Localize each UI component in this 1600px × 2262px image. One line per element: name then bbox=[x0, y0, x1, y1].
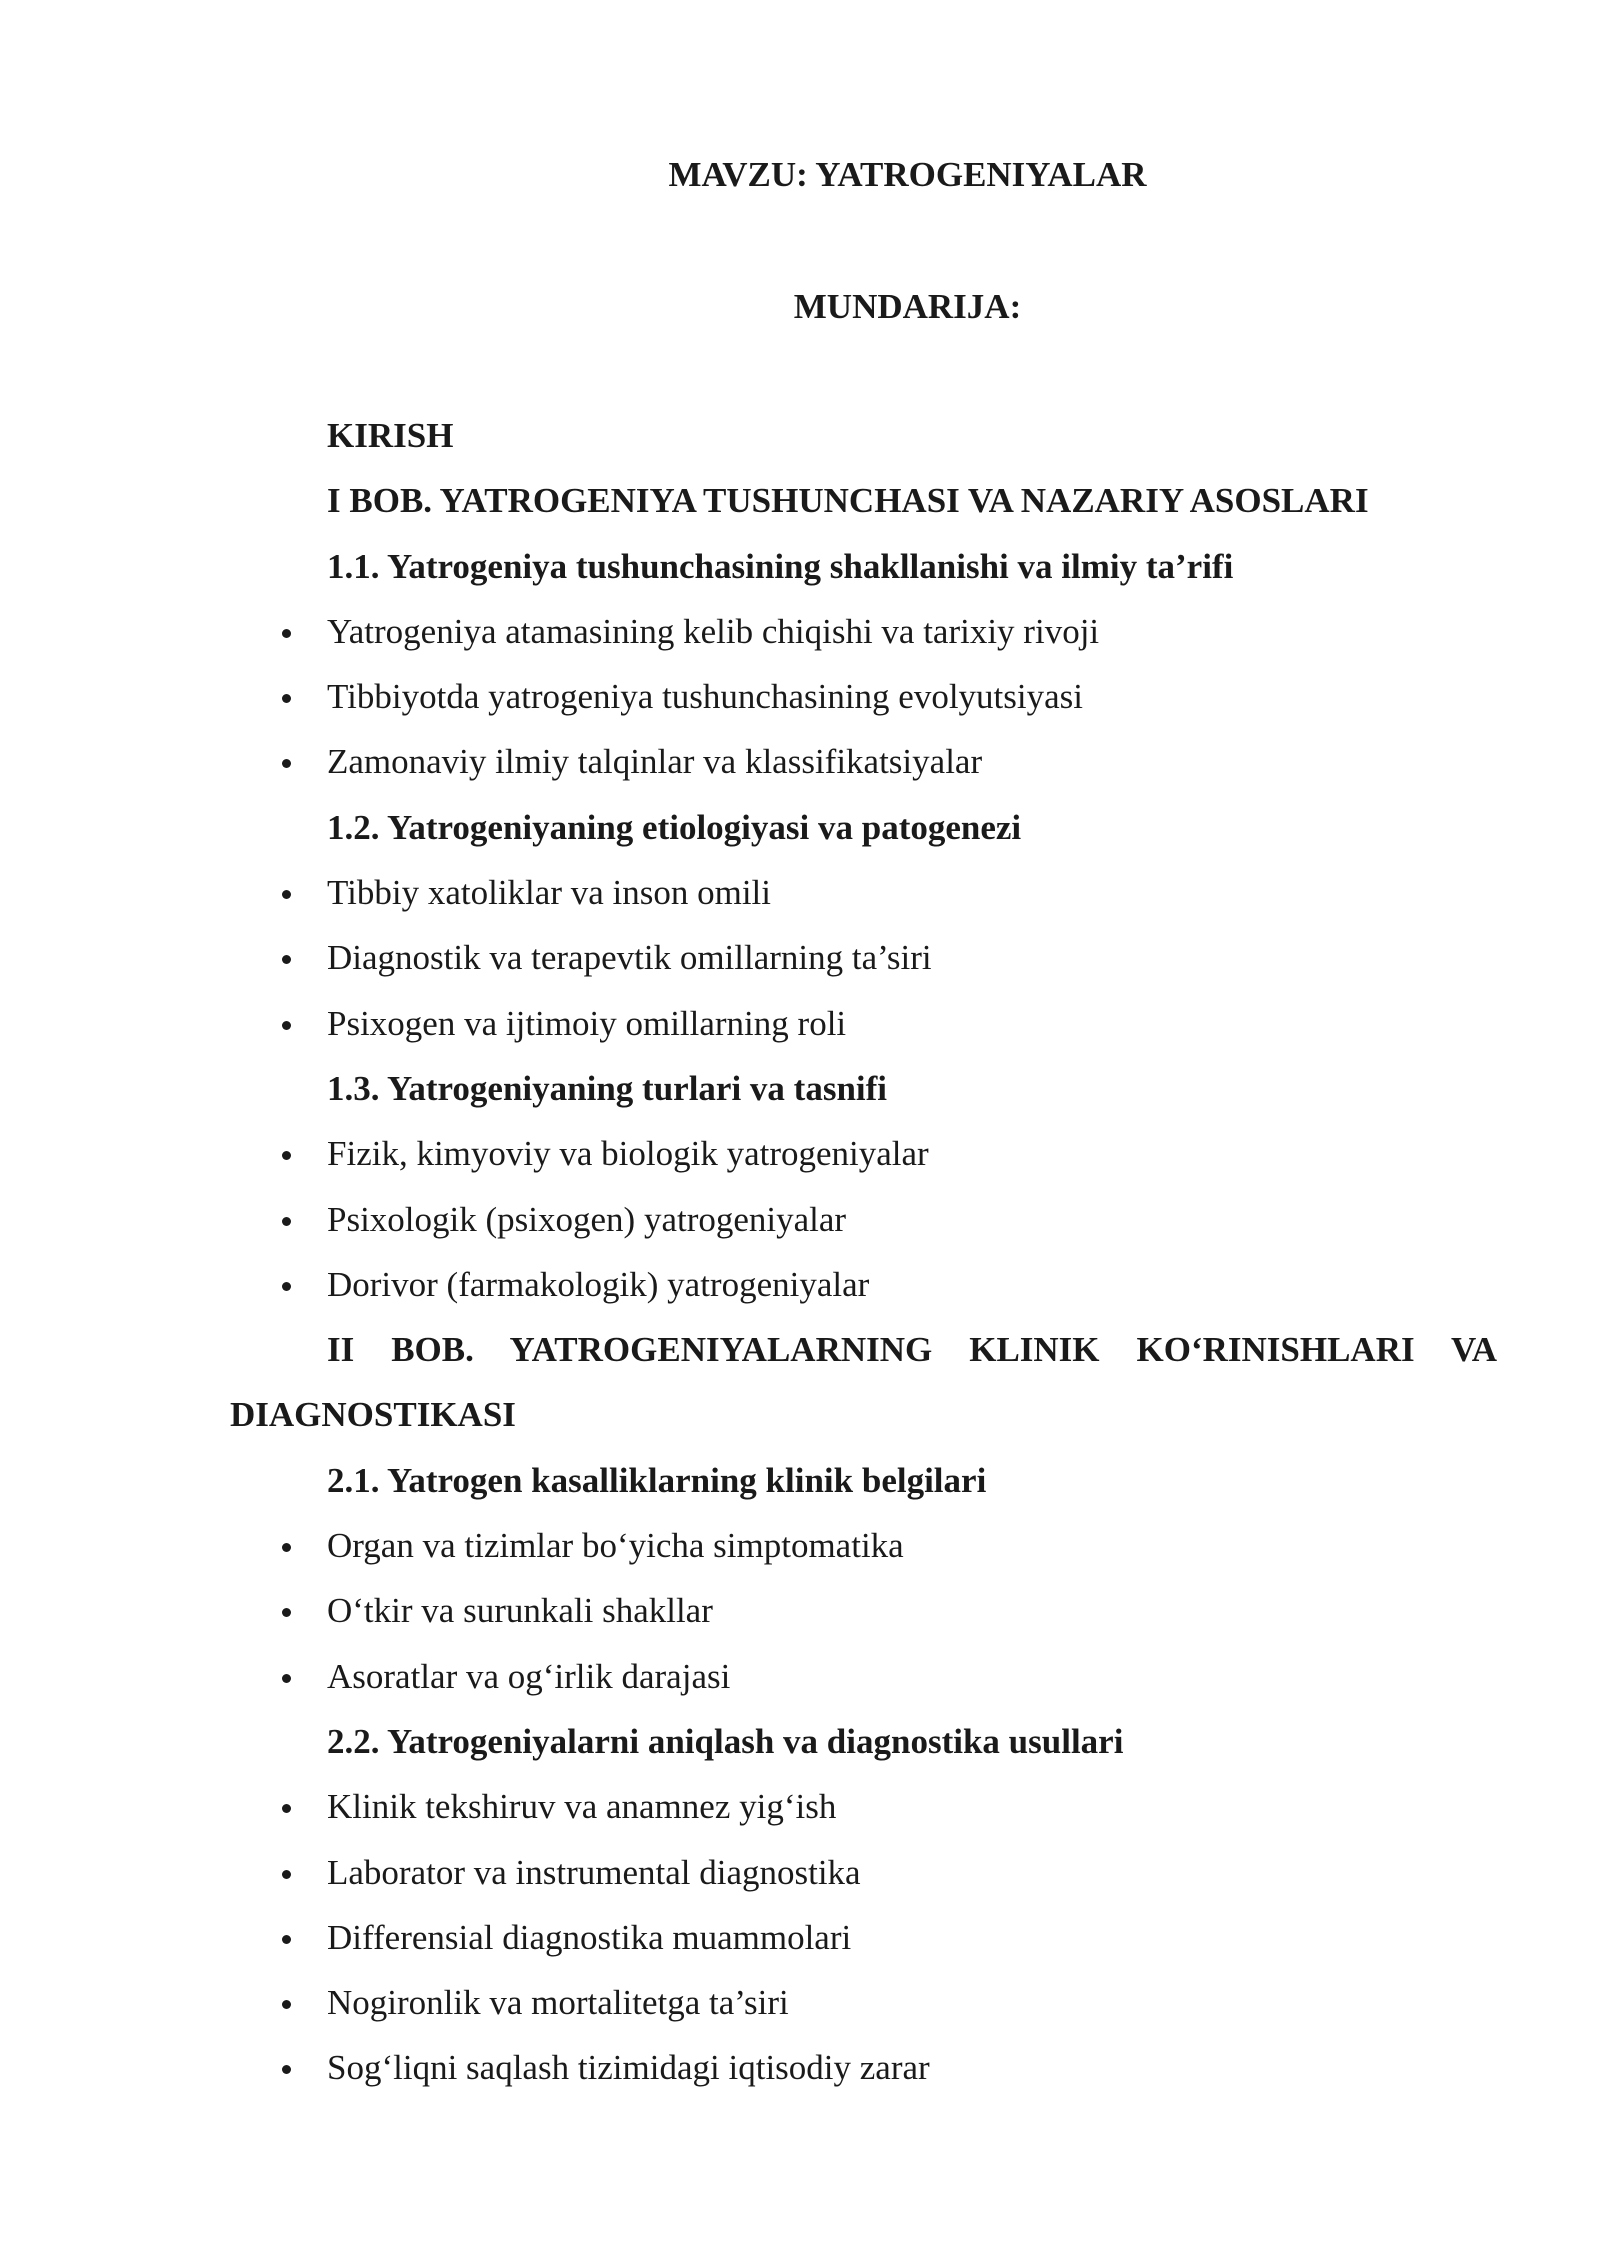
toc-bullet-item bbox=[0, 1847, 1600, 1912]
bullet-icon bbox=[282, 1021, 291, 1030]
bullet-icon bbox=[282, 1151, 291, 1160]
toc-entry-text: I BOB. YATROGENIYA TUSHUNCHASI VA NAZARIY ASOSLARI bbox=[327, 481, 1369, 521]
toc-section-heading bbox=[0, 1063, 1600, 1128]
toc-entry-text: Asoratlar va og‘irlik darajasi bbox=[327, 1656, 731, 1696]
toc-bullet-item bbox=[0, 2042, 1600, 2107]
toc-section-heading bbox=[0, 475, 1600, 540]
toc-section-heading bbox=[0, 802, 1600, 867]
toc-entry-text: Dorivor (farmakologik) yatrogeniyalar bbox=[327, 1264, 870, 1304]
toc-entry-text: Nogironlik va mortalitetga ta’siri bbox=[327, 1983, 789, 2023]
document-title: MAVZU: YATROGENIYALAR bbox=[668, 155, 1147, 194]
toc-bullet-item bbox=[0, 1585, 1600, 1650]
toc-entry-text: Yatrogeniya atamasining kelib chiqishi va tarixiy rivoji bbox=[327, 611, 1100, 651]
bullet-icon bbox=[282, 694, 291, 703]
bullet-icon bbox=[282, 1282, 291, 1291]
toc-entry-text: Psixogen va ijtimoiy omillarning roli bbox=[327, 1003, 847, 1043]
toc-entry-text: 1.3. Yatrogeniyaning turlari va tasnifi bbox=[327, 1068, 888, 1108]
toc-entry-text: Diagnostik va terapevtik omillarning ta’siri bbox=[327, 938, 932, 978]
toc-bullet-item bbox=[0, 998, 1600, 1063]
toc-bullet-item bbox=[0, 1781, 1600, 1846]
toc-section-heading bbox=[0, 541, 1600, 606]
toc-entry-text: 1.2. Yatrogeniyaning etiologiyasi va patogenezi bbox=[327, 807, 1022, 847]
toc-entry-text: Organ va tizimlar bo‘yicha simptomatika bbox=[327, 1526, 904, 1566]
toc-bullet-item bbox=[0, 736, 1600, 801]
bullet-icon bbox=[282, 759, 291, 768]
bullet-icon bbox=[282, 1543, 291, 1552]
toc-section-heading bbox=[0, 1324, 1600, 1389]
toc-bullet-item bbox=[0, 1912, 1600, 1977]
bullet-icon bbox=[282, 955, 291, 964]
toc-entry-text: Sog‘liqni saqlash tizimidagi iqtisodiy zarar bbox=[327, 2048, 930, 2088]
toc-entry-text: Tibbiy xatoliklar va inson omili bbox=[327, 873, 771, 913]
bullet-icon bbox=[282, 1674, 291, 1683]
toc-bullet-item bbox=[0, 1977, 1600, 2042]
toc-entry-text: Laborator va instrumental diagnostika bbox=[327, 1852, 861, 1892]
toc-entry-text: Differensial diagnostika muammolari bbox=[327, 1917, 852, 1957]
bullet-icon bbox=[282, 890, 291, 899]
toc-entry-text: DIAGNOSTIKASI bbox=[230, 1395, 516, 1435]
bullet-icon bbox=[282, 1870, 291, 1879]
toc-entry-text: 2.1. Yatrogen kasalliklarning klinik belgilari bbox=[327, 1460, 987, 1500]
toc-bullet-item bbox=[0, 606, 1600, 671]
bullet-icon bbox=[282, 2065, 291, 2074]
bullet-icon bbox=[282, 1935, 291, 1944]
toc-bullet-item bbox=[0, 671, 1600, 736]
toc-section-heading bbox=[0, 1389, 1600, 1454]
toc-bullet-item bbox=[0, 1259, 1600, 1324]
toc-bullet-item bbox=[0, 932, 1600, 997]
toc-entry-text: II BOB. YATROGENIYALARNING KLINIK KO‘RINISHLARI VA bbox=[327, 1330, 1497, 1370]
toc-entry-text: Zamonaviy ilmiy talqinlar va klassifikatsiyalar bbox=[327, 742, 983, 782]
toc-heading: MUNDARIJA: bbox=[793, 287, 1022, 326]
bullet-icon bbox=[282, 2000, 291, 2009]
toc-bullet-item bbox=[0, 1194, 1600, 1259]
toc-bullet-item bbox=[0, 867, 1600, 932]
toc-entry-text: Psixologik (psixogen) yatrogeniyalar bbox=[327, 1199, 847, 1239]
bullet-icon bbox=[282, 1804, 291, 1813]
toc-entry-text: 1.1. Yatrogeniya tushunchasining shakllanishi va ilmiy ta’rifi bbox=[327, 546, 1234, 586]
bullet-icon bbox=[282, 1217, 291, 1226]
toc-entry-text: Klinik tekshiruv va anamnez yig‘ish bbox=[327, 1787, 837, 1827]
toc-entry-text: Fizik, kimyoviy va biologik yatrogeniyalar bbox=[327, 1134, 929, 1174]
table-of-contents bbox=[0, 410, 1600, 2108]
toc-entry-text: 2.2. Yatrogeniyalarni aniqlash va diagnostika usullari bbox=[327, 1721, 1124, 1761]
toc-entry-text: Tibbiyotda yatrogeniya tushunchasining evolyutsiyasi bbox=[327, 677, 1084, 717]
toc-entry-text: KIRISH bbox=[327, 416, 454, 455]
bullet-icon bbox=[282, 1608, 291, 1617]
toc-section-heading bbox=[0, 1716, 1600, 1781]
toc-bullet-item bbox=[0, 1128, 1600, 1193]
bullet-icon bbox=[282, 629, 291, 638]
toc-entry-text: O‘tkir va surunkali shakllar bbox=[327, 1591, 713, 1631]
toc-bullet-item bbox=[0, 1651, 1600, 1716]
toc-section-heading bbox=[0, 410, 1600, 475]
toc-bullet-item bbox=[0, 1520, 1600, 1585]
toc-section-heading bbox=[0, 1455, 1600, 1520]
